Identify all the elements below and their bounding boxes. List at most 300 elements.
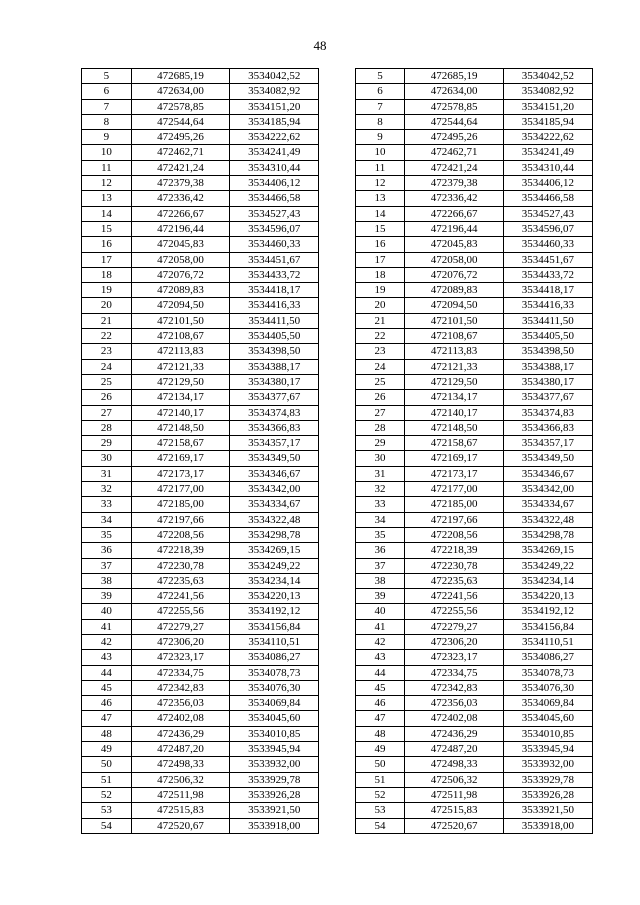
column-gap: [319, 329, 355, 344]
right-y-coordinate: 3533929,78: [503, 772, 592, 787]
right-point-number: 6: [355, 84, 405, 99]
left-point-number: 31: [82, 466, 132, 481]
right-point-number: 10: [355, 145, 405, 160]
column-gap: [319, 436, 355, 451]
left-x-coordinate: 472196,44: [131, 221, 229, 236]
right-y-coordinate: 3534380,17: [503, 374, 592, 389]
left-point-number: 40: [82, 604, 132, 619]
table-row: [82, 818, 593, 833]
right-x-coordinate: 472113,83: [405, 344, 503, 359]
right-point-number: 54: [355, 818, 405, 833]
column-gap: [319, 420, 355, 435]
right-point-number: 52: [355, 787, 405, 802]
right-point-number: 21: [355, 313, 405, 328]
left-point-number: 35: [82, 527, 132, 542]
left-y-coordinate: 3534398,50: [230, 344, 319, 359]
right-x-coordinate: 472334,75: [405, 665, 503, 680]
left-y-coordinate: 3533926,28: [230, 787, 319, 802]
table-row: [82, 634, 593, 649]
left-point-number: 22: [82, 329, 132, 344]
column-gap: [319, 711, 355, 726]
column-gap: [319, 191, 355, 206]
table-row: [82, 680, 593, 695]
right-y-coordinate: 3534086,27: [503, 650, 592, 665]
right-y-coordinate: 3534045,60: [503, 711, 592, 726]
table-row: [82, 665, 593, 680]
right-x-coordinate: 472544,64: [405, 114, 503, 129]
right-x-coordinate: 472094,50: [405, 298, 503, 313]
column-gap: [319, 221, 355, 236]
right-x-coordinate: 472076,72: [405, 267, 503, 282]
left-y-coordinate: 3534241,49: [230, 145, 319, 160]
table-row: [82, 589, 593, 604]
column-gap: [319, 634, 355, 649]
left-y-coordinate: 3533945,94: [230, 742, 319, 757]
left-y-coordinate: 3534406,12: [230, 176, 319, 191]
right-y-coordinate: 3534110,51: [503, 634, 592, 649]
left-y-coordinate: 3534334,67: [230, 497, 319, 512]
left-x-coordinate: 472255,56: [131, 604, 229, 619]
left-point-number: 28: [82, 420, 132, 435]
table-row: [82, 742, 593, 757]
right-x-coordinate: 472511,98: [405, 787, 503, 802]
left-y-coordinate: 3534156,84: [230, 619, 319, 634]
left-x-coordinate: 472235,63: [131, 573, 229, 588]
right-point-number: 42: [355, 634, 405, 649]
left-point-number: 14: [82, 206, 132, 221]
column-gap: [319, 604, 355, 619]
left-x-coordinate: 472266,67: [131, 206, 229, 221]
right-x-coordinate: 472235,63: [405, 573, 503, 588]
left-point-number: 10: [82, 145, 132, 160]
right-x-coordinate: 472148,50: [405, 420, 503, 435]
right-y-coordinate: 3534322,48: [503, 512, 592, 527]
table-row: [82, 726, 593, 741]
left-point-number: 34: [82, 512, 132, 527]
left-y-coordinate: 3534086,27: [230, 650, 319, 665]
table-row: [82, 160, 593, 175]
left-point-number: 6: [82, 84, 132, 99]
right-y-coordinate: 3534398,50: [503, 344, 592, 359]
left-x-coordinate: 472356,03: [131, 696, 229, 711]
table-row: [82, 114, 593, 129]
column-gap: [319, 589, 355, 604]
right-point-number: 43: [355, 650, 405, 665]
left-point-number: 11: [82, 160, 132, 175]
left-x-coordinate: 472487,20: [131, 742, 229, 757]
left-y-coordinate: 3534377,67: [230, 390, 319, 405]
right-x-coordinate: 472306,20: [405, 634, 503, 649]
left-y-coordinate: 3534366,83: [230, 420, 319, 435]
right-y-coordinate: 3534411,50: [503, 313, 592, 328]
right-y-coordinate: 3534334,67: [503, 497, 592, 512]
right-x-coordinate: 472158,67: [405, 436, 503, 451]
column-gap: [319, 252, 355, 267]
right-y-coordinate: 3534241,49: [503, 145, 592, 160]
table-row: [82, 436, 593, 451]
left-y-coordinate: 3533921,50: [230, 803, 319, 818]
left-point-number: 17: [82, 252, 132, 267]
column-gap: [319, 742, 355, 757]
right-y-coordinate: 3534192,12: [503, 604, 592, 619]
column-gap: [319, 497, 355, 512]
right-x-coordinate: 472134,17: [405, 390, 503, 405]
column-gap: [319, 176, 355, 191]
left-y-coordinate: 3534310,44: [230, 160, 319, 175]
table-row: [82, 99, 593, 114]
left-point-number: 54: [82, 818, 132, 833]
right-x-coordinate: 472462,71: [405, 145, 503, 160]
right-point-number: 29: [355, 436, 405, 451]
left-y-coordinate: 3533929,78: [230, 772, 319, 787]
left-point-number: 46: [82, 696, 132, 711]
right-point-number: 51: [355, 772, 405, 787]
column-gap: [319, 99, 355, 114]
column-gap: [319, 665, 355, 680]
right-x-coordinate: 472108,67: [405, 329, 503, 344]
right-y-coordinate: 3534042,52: [503, 69, 592, 84]
left-y-coordinate: 3534433,72: [230, 267, 319, 282]
table-row: [82, 69, 593, 84]
right-point-number: 53: [355, 803, 405, 818]
table-row: [82, 696, 593, 711]
right-x-coordinate: 472140,17: [405, 405, 503, 420]
left-y-coordinate: 3534374,83: [230, 405, 319, 420]
column-gap: [319, 803, 355, 818]
left-y-coordinate: 3534451,67: [230, 252, 319, 267]
left-y-coordinate: 3534249,22: [230, 558, 319, 573]
table-row: [82, 543, 593, 558]
left-point-number: 38: [82, 573, 132, 588]
left-y-coordinate: 3534342,00: [230, 482, 319, 497]
right-point-number: 45: [355, 680, 405, 695]
left-point-number: 32: [82, 482, 132, 497]
right-x-coordinate: 472436,29: [405, 726, 503, 741]
left-point-number: 36: [82, 543, 132, 558]
table-row: [82, 482, 593, 497]
left-y-coordinate: 3534596,07: [230, 221, 319, 236]
right-x-coordinate: 472058,00: [405, 252, 503, 267]
right-point-number: 39: [355, 589, 405, 604]
right-point-number: 19: [355, 283, 405, 298]
column-gap: [319, 772, 355, 787]
left-y-coordinate: 3534220,13: [230, 589, 319, 604]
right-x-coordinate: 472342,83: [405, 680, 503, 695]
column-gap: [319, 558, 355, 573]
right-point-number: 40: [355, 604, 405, 619]
column-gap: [319, 359, 355, 374]
left-point-number: 5: [82, 69, 132, 84]
left-y-coordinate: 3534110,51: [230, 634, 319, 649]
left-x-coordinate: 472323,17: [131, 650, 229, 665]
left-y-coordinate: 3534185,94: [230, 114, 319, 129]
table-row: [82, 619, 593, 634]
right-x-coordinate: 472495,26: [405, 130, 503, 145]
right-x-coordinate: 472685,19: [405, 69, 503, 84]
right-x-coordinate: 472089,83: [405, 283, 503, 298]
right-point-number: 47: [355, 711, 405, 726]
left-point-number: 19: [82, 283, 132, 298]
left-x-coordinate: 472634,00: [131, 84, 229, 99]
column-gap: [319, 527, 355, 542]
column-gap: [319, 405, 355, 420]
left-point-number: 49: [82, 742, 132, 757]
table-row: [82, 757, 593, 772]
right-y-coordinate: 3533945,94: [503, 742, 592, 757]
left-y-coordinate: 3534010,85: [230, 726, 319, 741]
left-point-number: 45: [82, 680, 132, 695]
column-gap: [319, 344, 355, 359]
column-gap: [319, 696, 355, 711]
left-y-coordinate: 3534380,17: [230, 374, 319, 389]
table-row: [82, 573, 593, 588]
column-gap: [319, 283, 355, 298]
right-y-coordinate: 3534220,13: [503, 589, 592, 604]
left-y-coordinate: 3534069,84: [230, 696, 319, 711]
coordinates-table-body: [82, 69, 593, 834]
left-x-coordinate: 472197,66: [131, 512, 229, 527]
left-y-coordinate: 3534082,92: [230, 84, 319, 99]
right-point-number: 9: [355, 130, 405, 145]
left-point-number: 26: [82, 390, 132, 405]
right-y-coordinate: 3533932,00: [503, 757, 592, 772]
left-point-number: 50: [82, 757, 132, 772]
left-x-coordinate: 472058,00: [131, 252, 229, 267]
left-x-coordinate: 472140,17: [131, 405, 229, 420]
right-x-coordinate: 472515,83: [405, 803, 503, 818]
left-x-coordinate: 472230,78: [131, 558, 229, 573]
right-point-number: 23: [355, 344, 405, 359]
right-point-number: 49: [355, 742, 405, 757]
right-y-coordinate: 3534069,84: [503, 696, 592, 711]
left-x-coordinate: 472495,26: [131, 130, 229, 145]
left-point-number: 51: [82, 772, 132, 787]
table-row: [82, 405, 593, 420]
column-gap: [319, 451, 355, 466]
page-number: 48: [313, 38, 327, 53]
left-point-number: 16: [82, 237, 132, 252]
left-x-coordinate: 472108,67: [131, 329, 229, 344]
right-point-number: 24: [355, 359, 405, 374]
table-row: [82, 329, 593, 344]
left-point-number: 7: [82, 99, 132, 114]
left-x-coordinate: 472342,83: [131, 680, 229, 695]
right-point-number: 36: [355, 543, 405, 558]
column-gap: [319, 390, 355, 405]
left-point-number: 39: [82, 589, 132, 604]
right-x-coordinate: 472487,20: [405, 742, 503, 757]
right-x-coordinate: 472379,38: [405, 176, 503, 191]
right-y-coordinate: 3534269,15: [503, 543, 592, 558]
left-x-coordinate: 472306,20: [131, 634, 229, 649]
right-point-number: 25: [355, 374, 405, 389]
right-x-coordinate: 472197,66: [405, 512, 503, 527]
right-y-coordinate: 3533918,00: [503, 818, 592, 833]
right-point-number: 31: [355, 466, 405, 481]
left-x-coordinate: 472185,00: [131, 497, 229, 512]
left-x-coordinate: 472506,32: [131, 772, 229, 787]
column-gap: [319, 818, 355, 833]
right-y-coordinate: 3534078,73: [503, 665, 592, 680]
table-row: [82, 787, 593, 802]
left-y-coordinate: 3534416,33: [230, 298, 319, 313]
left-x-coordinate: 472089,83: [131, 283, 229, 298]
column-gap: [319, 267, 355, 282]
left-point-number: 23: [82, 344, 132, 359]
right-x-coordinate: 472356,03: [405, 696, 503, 711]
table-row: [82, 359, 593, 374]
right-y-coordinate: 3534357,17: [503, 436, 592, 451]
right-x-coordinate: 472185,00: [405, 497, 503, 512]
right-x-coordinate: 472421,24: [405, 160, 503, 175]
table-row: [82, 130, 593, 145]
table-row: [82, 84, 593, 99]
right-y-coordinate: 3534451,67: [503, 252, 592, 267]
right-x-coordinate: 472173,17: [405, 466, 503, 481]
column-gap: [319, 130, 355, 145]
left-point-number: 9: [82, 130, 132, 145]
left-x-coordinate: 472134,17: [131, 390, 229, 405]
left-point-number: 25: [82, 374, 132, 389]
left-x-coordinate: 472169,17: [131, 451, 229, 466]
right-point-number: 28: [355, 420, 405, 435]
right-x-coordinate: 472196,44: [405, 221, 503, 236]
left-point-number: 42: [82, 634, 132, 649]
right-y-coordinate: 3534596,07: [503, 221, 592, 236]
right-point-number: 35: [355, 527, 405, 542]
right-y-coordinate: 3534406,12: [503, 176, 592, 191]
right-y-coordinate: 3534366,83: [503, 420, 592, 435]
left-y-coordinate: 3534322,48: [230, 512, 319, 527]
left-point-number: 30: [82, 451, 132, 466]
column-gap: [319, 313, 355, 328]
right-point-number: 48: [355, 726, 405, 741]
left-x-coordinate: 472336,42: [131, 191, 229, 206]
right-x-coordinate: 472121,33: [405, 359, 503, 374]
left-point-number: 8: [82, 114, 132, 129]
left-x-coordinate: 472045,83: [131, 237, 229, 252]
right-y-coordinate: 3534433,72: [503, 267, 592, 282]
right-x-coordinate: 472506,32: [405, 772, 503, 787]
right-point-number: 11: [355, 160, 405, 175]
left-x-coordinate: 472685,19: [131, 69, 229, 84]
left-x-coordinate: 472101,50: [131, 313, 229, 328]
right-point-number: 8: [355, 114, 405, 129]
table-row: [82, 221, 593, 236]
right-x-coordinate: 472634,00: [405, 84, 503, 99]
right-point-number: 26: [355, 390, 405, 405]
right-point-number: 14: [355, 206, 405, 221]
right-x-coordinate: 472279,27: [405, 619, 503, 634]
left-y-coordinate: 3534045,60: [230, 711, 319, 726]
column-gap: [319, 145, 355, 160]
coordinates-table: [81, 68, 593, 834]
right-y-coordinate: 3534418,17: [503, 283, 592, 298]
left-x-coordinate: 472279,27: [131, 619, 229, 634]
table-row: [82, 374, 593, 389]
left-y-coordinate: 3534466,58: [230, 191, 319, 206]
left-y-coordinate: 3534388,17: [230, 359, 319, 374]
right-y-coordinate: 3534374,83: [503, 405, 592, 420]
right-point-number: 44: [355, 665, 405, 680]
right-y-coordinate: 3534151,20: [503, 99, 592, 114]
table-row: [82, 451, 593, 466]
right-x-coordinate: 472336,42: [405, 191, 503, 206]
left-x-coordinate: 472334,75: [131, 665, 229, 680]
column-gap: [319, 650, 355, 665]
right-point-number: 15: [355, 221, 405, 236]
left-x-coordinate: 472094,50: [131, 298, 229, 313]
table-row: [82, 206, 593, 221]
table-row: [82, 604, 593, 619]
column-gap: [319, 466, 355, 481]
right-y-coordinate: 3534466,58: [503, 191, 592, 206]
left-point-number: 24: [82, 359, 132, 374]
left-y-coordinate: 3534222,62: [230, 130, 319, 145]
table-row: [82, 145, 593, 160]
right-x-coordinate: 472129,50: [405, 374, 503, 389]
left-x-coordinate: 472515,83: [131, 803, 229, 818]
right-y-coordinate: 3533921,50: [503, 803, 592, 818]
column-gap: [319, 482, 355, 497]
right-x-coordinate: 472230,78: [405, 558, 503, 573]
left-y-coordinate: 3534460,33: [230, 237, 319, 252]
left-y-coordinate: 3534234,14: [230, 573, 319, 588]
left-x-coordinate: 472158,67: [131, 436, 229, 451]
left-x-coordinate: 472578,85: [131, 99, 229, 114]
left-x-coordinate: 472462,71: [131, 145, 229, 160]
right-y-coordinate: 3533926,28: [503, 787, 592, 802]
left-y-coordinate: 3534411,50: [230, 313, 319, 328]
left-point-number: 12: [82, 176, 132, 191]
table-row: [82, 650, 593, 665]
left-point-number: 48: [82, 726, 132, 741]
left-x-coordinate: 472379,38: [131, 176, 229, 191]
left-y-coordinate: 3534349,50: [230, 451, 319, 466]
left-y-coordinate: 3534527,43: [230, 206, 319, 221]
right-y-coordinate: 3534349,50: [503, 451, 592, 466]
right-point-number: 37: [355, 558, 405, 573]
column-gap: [319, 160, 355, 175]
right-y-coordinate: 3534234,14: [503, 573, 592, 588]
table-row: [82, 558, 593, 573]
left-x-coordinate: 472511,98: [131, 787, 229, 802]
left-y-coordinate: 3534192,12: [230, 604, 319, 619]
right-point-number: 27: [355, 405, 405, 420]
column-gap: [319, 757, 355, 772]
left-y-coordinate: 3534357,17: [230, 436, 319, 451]
column-gap: [319, 573, 355, 588]
right-x-coordinate: 472208,56: [405, 527, 503, 542]
left-y-coordinate: 3534042,52: [230, 69, 319, 84]
table-row: [82, 711, 593, 726]
left-point-number: 37: [82, 558, 132, 573]
right-x-coordinate: 472101,50: [405, 313, 503, 328]
table-row: [82, 466, 593, 481]
left-x-coordinate: 472520,67: [131, 818, 229, 833]
right-x-coordinate: 472323,17: [405, 650, 503, 665]
right-y-coordinate: 3534310,44: [503, 160, 592, 175]
table-row: [82, 191, 593, 206]
column-gap: [319, 374, 355, 389]
left-point-number: 41: [82, 619, 132, 634]
right-x-coordinate: 472169,17: [405, 451, 503, 466]
left-point-number: 29: [82, 436, 132, 451]
right-y-coordinate: 3534076,30: [503, 680, 592, 695]
column-gap: [319, 619, 355, 634]
left-point-number: 44: [82, 665, 132, 680]
table-row: [82, 390, 593, 405]
